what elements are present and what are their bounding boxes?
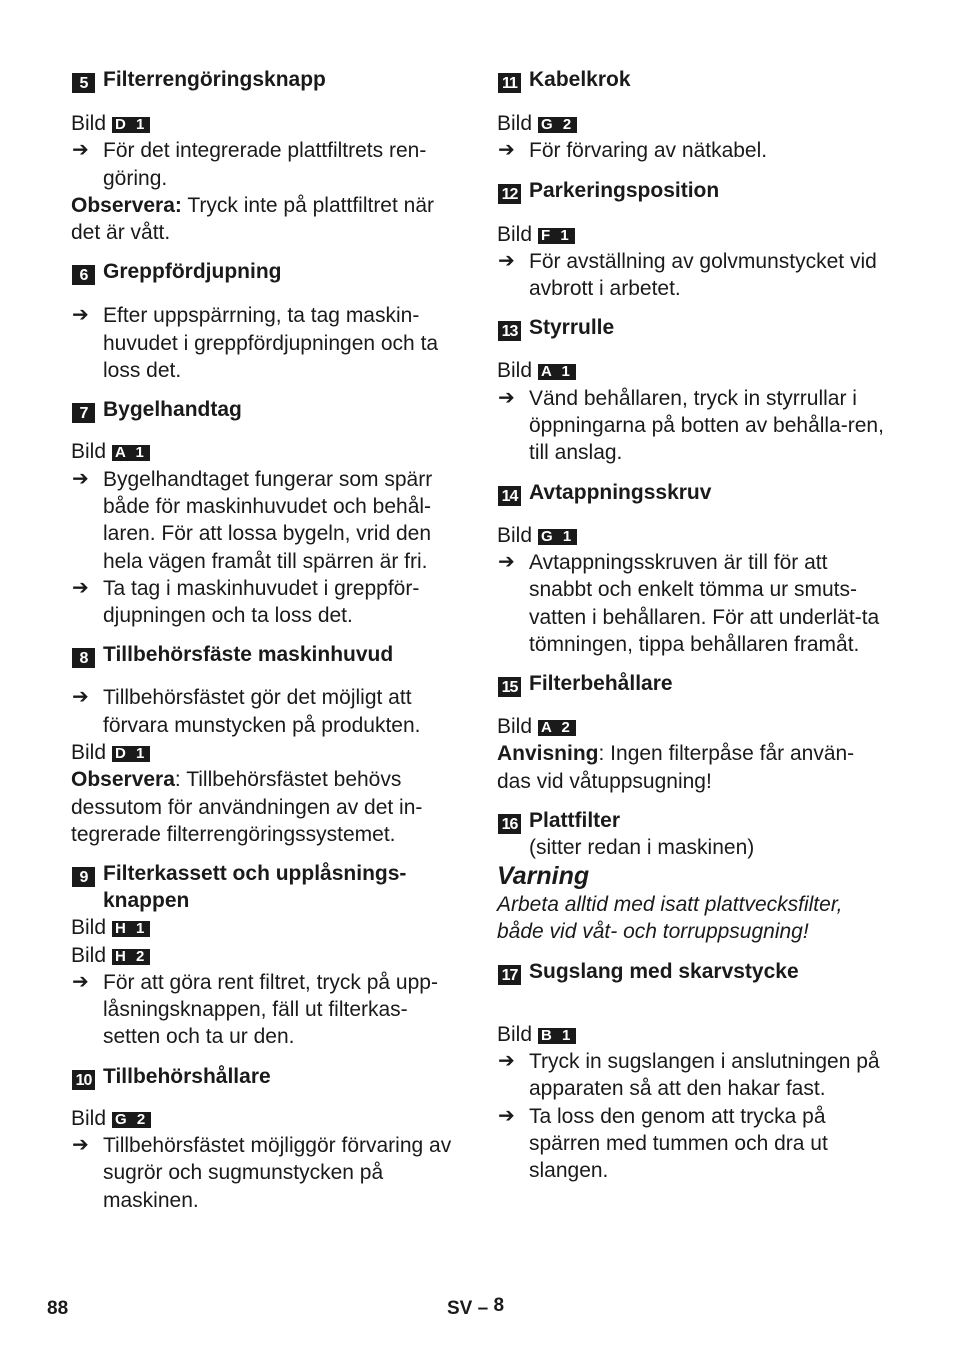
section-number-badge: 16 — [498, 814, 521, 834]
section-heading — [497, 314, 887, 341]
section-5 — [71, 66, 461, 246]
section-title: Filterbehållare — [529, 672, 673, 696]
figure-ref: Bild H 1 — [71, 914, 461, 941]
figure-ref: Bild B 1 — [497, 1021, 887, 1048]
figure-ref: Bild G 2 — [497, 110, 887, 137]
page-footer-label: SV – 8 — [447, 1295, 505, 1319]
section-title: Styrrulle — [529, 316, 615, 340]
figure-badge: G 1 — [538, 529, 577, 545]
bullet-item: ➔ Vänd behållaren, tryck in styrrullar i öppningarna på botten av behålla-ren, till anslag. — [498, 386, 884, 465]
figure-ref: Bild A 1 — [71, 438, 461, 465]
bullet-item: ➔ Tillbehörsfästet gör det möjligt att förvara munstycken på produkten. — [72, 686, 421, 737]
note: Anvisning: Ingen filterpåse får använ-das vid våtuppsugning! — [497, 742, 855, 793]
page-number: 88 — [47, 1298, 69, 1319]
section-number-badge: 8 — [72, 648, 95, 668]
section-title: Filterrengöringsknapp — [103, 68, 326, 91]
section-number-badge: 5 — [72, 73, 95, 93]
section-subtitle: (sitter redan i maskinen) — [529, 836, 755, 860]
figure-ref: Bild A 2 — [497, 713, 887, 740]
section-number-badge: 13 — [498, 321, 521, 341]
section-number-badge: 7 — [72, 403, 95, 423]
figure-badge: G 2 — [538, 117, 577, 133]
section-heading — [497, 177, 887, 204]
arrow-right-icon: ➔ — [72, 576, 89, 599]
figure-ref: Bild G 1 — [497, 522, 887, 549]
section-12 — [497, 177, 887, 303]
bullet-item: ➔ För det integrerade plattfiltrets ren-göring. — [72, 139, 427, 190]
section-7 — [71, 396, 461, 629]
section-8 — [71, 641, 461, 848]
figure-badge: G 2 — [112, 1112, 151, 1128]
arrow-right-icon: ➔ — [72, 686, 89, 709]
figure-ref: Bild G 2 — [71, 1105, 461, 1132]
section-15 — [497, 670, 887, 795]
figure-ref: Bild D 1 — [71, 739, 461, 766]
section-11 — [497, 66, 887, 165]
section-heading — [497, 807, 887, 834]
arrow-right-icon: ➔ — [498, 249, 515, 272]
warning-text: Arbeta alltid med isatt plattvecksfilter, både vid våt- och torruppsugning! — [497, 893, 843, 944]
section-13 — [497, 314, 887, 466]
right-column — [497, 66, 887, 1184]
arrow-right-icon: ➔ — [72, 467, 89, 490]
section-title: Tillbehörsfäste maskinhuvud — [103, 643, 394, 667]
figure-badge: D 1 — [112, 117, 150, 133]
section-number-badge: 9 — [72, 867, 95, 887]
bullet-item: ➔ För att göra rent filtret, tryck på upp-låsningsknappen, fäll ut filterkas-setten och ta ur den. — [72, 970, 438, 1049]
bullet-item: ➔ För avställning av golvmunstycket vid avbrott i arbetet. — [498, 249, 877, 301]
section-17 — [497, 958, 887, 1185]
section-16 — [497, 807, 887, 946]
section-title: Avtappningsskruv — [529, 480, 712, 504]
section-9 — [71, 860, 461, 1050]
section-number-badge: 11 — [498, 73, 521, 93]
section-heading — [71, 258, 461, 285]
section-title-cont: knappen — [103, 889, 190, 913]
section-number-badge: 15 — [498, 677, 521, 697]
section-10 — [71, 1063, 461, 1214]
note: Observera: Tryck inte på plattfiltret när det är vått. — [71, 193, 435, 245]
section-heading — [71, 860, 461, 914]
arrow-right-icon: ➔ — [72, 1134, 89, 1157]
section-number-badge: 17 — [498, 965, 521, 985]
figure-ref: Bild D 1 — [71, 110, 461, 137]
section-title: Sugslang med skarvstycke — [529, 959, 799, 983]
section-heading — [497, 66, 887, 93]
arrow-right-icon: ➔ — [498, 1049, 515, 1072]
section-title: Greppfördjupning — [103, 260, 282, 284]
figure-badge: F 1 — [538, 228, 575, 244]
figure-ref: Bild A 1 — [497, 357, 887, 384]
figure-badge: H 2 — [112, 949, 150, 965]
bullet-item: ➔ För förvaring av nätkabel. — [497, 137, 887, 164]
section-heading — [497, 670, 887, 697]
section-heading — [497, 479, 887, 506]
bullet-item: ➔ Avtappningsskruven är till för att snabbt och enkelt tömma ur smuts-vatten i behållaren. För att underlät-ta tömningen, tippa behållaren framåt. — [498, 550, 880, 656]
figure-badge: A 2 — [538, 720, 576, 736]
section-heading — [71, 66, 461, 93]
figure-ref: Bild F 1 — [497, 221, 887, 248]
bullet-item: ➔ Ta loss den genom att trycka på spärren med tummen och dra ut slangen. — [498, 1104, 828, 1183]
figure-badge: A 1 — [112, 445, 150, 461]
bullet-item: ➔ Tillbehörsfästet möjliggör förvaring av sugrör och sugmunstycken på maskinen. — [72, 1134, 452, 1212]
section-number-badge: 10 — [72, 1070, 95, 1090]
figure-badge: H 1 — [112, 921, 150, 937]
section-6 — [71, 258, 461, 384]
bullet-item: ➔ Ta tag i maskinhuvudet i greppför-djupningen och ta loss det. — [72, 576, 420, 628]
section-number-badge: 12 — [498, 184, 521, 204]
figure-ref: Bild H 2 — [71, 942, 461, 969]
section-title: Bygelhandtag — [103, 398, 242, 422]
bullet-item: ➔ Tryck in sugslangen i anslutningen på apparaten så att den hakar fast. — [498, 1049, 880, 1101]
note: Observera: Tillbehörsfästet behövs dessutom för användningen av det in-tegrerade filterrengöringssystemet. — [71, 768, 423, 846]
arrow-right-icon: ➔ — [498, 386, 515, 409]
warning-title: Varning — [497, 862, 590, 891]
bullet-item: ➔ Bygelhandtaget fungerar som spärr både för maskinhuvudet och behål-laren. För att lossa bygeln, vrid den hela vägen framåt till spärren är fri. — [72, 467, 433, 573]
section-title: Filterkassett och upplåsnings- — [103, 862, 407, 886]
section-14 — [497, 479, 887, 658]
section-title: Tillbehörshållare — [103, 1064, 271, 1088]
section-number-badge: 6 — [72, 265, 95, 285]
arrow-right-icon: ➔ — [498, 550, 515, 573]
figure-badge: A 1 — [538, 364, 576, 380]
figure-badge: B 1 — [538, 1028, 576, 1044]
section-title: Kabelkrok — [529, 68, 631, 91]
section-title: Plattfilter — [529, 809, 621, 833]
section-number-badge: 14 — [498, 486, 521, 506]
figure-badge: D 1 — [112, 746, 150, 762]
section-heading — [71, 1063, 461, 1090]
arrow-right-icon: ➔ — [72, 139, 89, 162]
left-column — [71, 66, 461, 1214]
section-heading — [497, 958, 887, 985]
arrow-right-icon: ➔ — [498, 139, 515, 162]
bullet-item: ➔ Efter uppspärrning, ta tag maskin-huvudet i greppfördjupningen och ta loss det. — [72, 304, 439, 383]
arrow-right-icon: ➔ — [72, 970, 89, 993]
section-heading — [71, 641, 461, 668]
arrow-right-icon: ➔ — [72, 304, 89, 327]
section-heading — [71, 396, 461, 423]
section-title: Parkeringsposition — [529, 178, 720, 202]
arrow-right-icon: ➔ — [498, 1104, 515, 1127]
